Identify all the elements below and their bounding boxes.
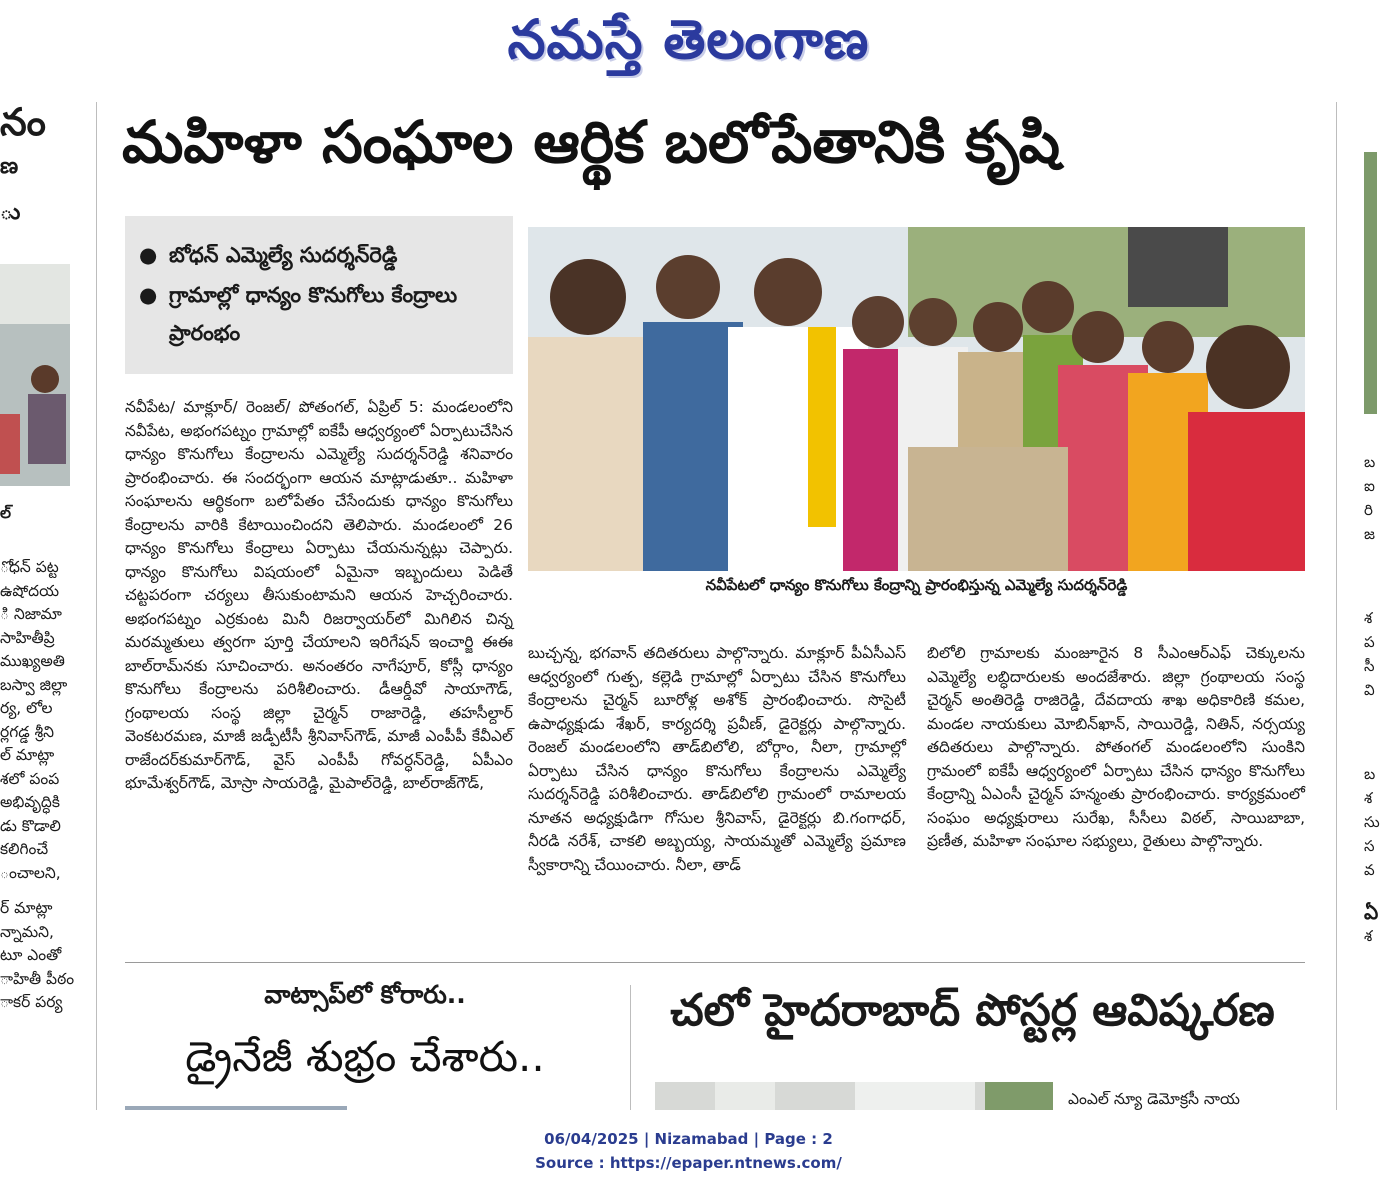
left-strip-line: ర్య, లోల bbox=[0, 699, 53, 717]
highlight-bullet bbox=[139, 236, 499, 274]
right-strip-line: ఏ bbox=[1364, 900, 1379, 924]
left-strip-line: ఉషోదయ bbox=[0, 581, 60, 600]
left-strip-line: ల్ bbox=[0, 504, 11, 522]
left-strip-line: టూ ఎంతో bbox=[0, 946, 62, 964]
bullet-dot-icon: ● bbox=[139, 283, 158, 307]
right-adjacent-article bbox=[1340, 100, 1380, 1110]
story3-headline: చలో హైదరాబాద్ పోస్టర్ల ఆవిష్కరణ bbox=[670, 985, 1275, 1036]
left-strip-line: ంచాలని, bbox=[0, 863, 61, 882]
right-strip-line: ఐ bbox=[1364, 477, 1375, 495]
highlight-text: బోధన్ ఎమ్మెల్యే సుదర్శన్‌రెడ్డి bbox=[169, 243, 398, 267]
footer-date-edition: 06/04/2025 | Nizamabad | Page : 2 bbox=[544, 1130, 833, 1148]
news-photo bbox=[528, 227, 1305, 571]
article-column-2: బుచ్చన్న, భగవాన్ తదితరులు పాల్గొన్నారు. మాక్లూర్ పీఏసీఎస్ ఆధ్వర్యంలో గుత్ప, కల్లెడి గ్రామాల్లో ఏర్పాటు చేసిన కొనుగోలు కేంద్రాలను చైర్మన్ బూరోళ్ల అశోక్ ప్రారంభించారు. సొసైటీ ఉపాధ్యక్షుడు శేఖర్, కార్యదర్శి ప్రవీణ్, డైరెక్టర్లు పాల్గొన్నారు. రెంజల్ మండలంలోని తాడ్‌బిలోలి, బోర్గాం, నీలా, గ్రామాల్లో ఏర్పాటు చేసిన ధాన్యం కొనుగోలు కేంద్రాలను ఎమ్మెల్యే సుదర్శన్‌రెడ్డి పరిశీలించారు. తాడ్‌బిలోలి గ్రామంలో రామాలయ నూతన అధ్యక్షుడిగా గోసుల శ్రీనివాస్, డైరెక్టర్లు బి.గంగాధర్, నీరడి నరేశ్, చాకలి అబ్బయ్య, సాయమ్మతో ఎమ్మెల్యే ప్రమాణ స్వీకారాన్ని చేయించారు. నీలా, తాడ్ bbox=[528, 644, 906, 874]
right-strip-line: బ bbox=[1364, 765, 1376, 783]
left-strip-line: ోధన్ పట్ట bbox=[0, 558, 59, 576]
left-strip-line: నం bbox=[0, 100, 46, 144]
left-strip-photo bbox=[0, 264, 70, 486]
left-strip-line: ు bbox=[0, 200, 21, 225]
highlights-box bbox=[125, 216, 513, 374]
right-strip-line: శ bbox=[1364, 609, 1373, 627]
highlight-text: గ్రామాల్లో ధాన్యం కొనుగోలు కేంద్రాలు ప్రారంభం bbox=[169, 283, 458, 345]
masthead-logo: నమస్తే తెలంగాణ bbox=[507, 8, 870, 71]
column-divider bbox=[630, 985, 631, 1110]
left-strip-line: ర్ మాట్లా bbox=[0, 899, 53, 917]
left-strip-line: సాహితీప్రి bbox=[0, 628, 55, 647]
column-divider bbox=[96, 102, 97, 1110]
right-strip-line: జ bbox=[1364, 525, 1375, 543]
right-strip-line: శ bbox=[1364, 927, 1373, 945]
left-strip-line: ల్ మాట్లా bbox=[0, 746, 55, 764]
left-strip-line: బస్వా జిల్లా bbox=[0, 675, 68, 694]
photo-caption: నవీపేటలో ధాన్యం కొనుగోలు కేంద్రాన్ని ప్రారంభిస్తున్న ఎమ్మెల్యే సుదర్శన్‌రెడ్డి bbox=[705, 576, 1128, 594]
left-strip-line: ి నిజామా bbox=[0, 605, 62, 623]
article-column-1: నవీపేట/ మాక్లూర్/ రెంజల్/ పోతంగల్, ఏప్రిల్ 5: మండలంలోని నవీపేట, అభంగపట్నం గ్రామాల్లో ఐకేపీ ఆధ్వర్యంలో ఏర్పాటుచేసిన ధాన్యం కొనుగోలు కేంద్రాలను ఎమ్మెల్యే సుదర్శన్‌రెడ్డి శనివారం ప్రారంభించారు. ఈ సందర్భంగా ఆయన మాట్లాడుతూ.. మహిళా సంఘాలను ఆర్థికంగా బలోపేతం చేసేందుకు ధాన్యం కొనుగోలు కేంద్రాలను వారికి కేటాయించిందని తెలిపారు. మండలంలో 26 ధాన్యం కొనుగోలు కేంద్రాలు ఏర్పాటు చేయనున్నట్లు చెప్పారు. ధాన్యం కొనుగోలు విషయంలో ఏమైనా ఇబ్బందులు పెడితే చట్టపరంగా చర్యలు తీసుకుంటామని ఆయన హెచ్చరించారు. అభంగపట్నం ఎర్రకుంట మినీ రిజర్వాయర్‌లో మిగిలిన చిన్న మరమ్మతులు త్వరగా పూర్తి చేయాలని ఇరిగేషన్ ఇంచార్జి ఈఈ బాల్‌రామ్‌నకు సూచించారు. అనంతరం నాగేపూర్, కోస్లీ ధాన్యం కొనుగోలు కేంద్రాలను పరిశీలించారు. డీఆర్డీవో సాయాగౌడ్, గ్రంథాలయ సంస్థ జిల్లా చైర్మన్ రాజారెడ్డి, తహసీల్దార్ వెంకటరమణ, మాజీ జడ్పీటీసీ శ్రీనివాస్‌గౌడ్, మాజీ ఎంపీపీ కేవీఎల్ రాజేందర్‌కుమార్‌గౌడ్, వైస్ ఎంపీపీ గోవర్ధన్‌రెడ్డి, ఏపీఎం భూమేశ్వర్‌గౌడ్, మోస్రా సాయరెడ్డి, మైపాల్‌రెడ్డి, బాల్‌రాజ్‌గౌడ్, bbox=[125, 398, 513, 792]
story3-lead: ఎంఎల్ న్యూ డెమోక్రసీ నాయ bbox=[1068, 1090, 1240, 1108]
bullet-dot-icon: ● bbox=[139, 243, 158, 267]
right-strip-line: సీ bbox=[1364, 657, 1375, 675]
left-strip-line: అభివృద్ధికి bbox=[0, 793, 60, 811]
footer-source-link[interactable]: Source : https://epaper.ntnews.com/ bbox=[535, 1154, 842, 1172]
page-footer bbox=[0, 1127, 1377, 1175]
left-adjacent-article bbox=[0, 100, 75, 1110]
right-strip-photo bbox=[1364, 152, 1377, 414]
story-divider bbox=[125, 962, 1305, 963]
left-strip-line: న్నామని, bbox=[0, 922, 54, 941]
highlight-bullet bbox=[139, 276, 499, 352]
left-strip-line: ర్లగడ్డ శ్రీని bbox=[0, 722, 55, 741]
story2-kicker: వాట్సాప్‌లో కోరారు.. bbox=[264, 980, 466, 1009]
right-strip-line: వి bbox=[1364, 681, 1375, 699]
column-divider bbox=[1336, 102, 1337, 1110]
story2-photo bbox=[125, 1106, 347, 1110]
story3-photo bbox=[655, 1082, 1053, 1110]
left-strip-line: డు కొడాలి bbox=[0, 816, 61, 835]
main-headline: మహిళా సంఘాల ఆర్థిక బలోపేతానికి కృషి bbox=[122, 108, 1061, 176]
right-strip-line: రి bbox=[1364, 501, 1373, 519]
right-strip-line: వ bbox=[1364, 861, 1375, 879]
right-strip-line: శ bbox=[1364, 789, 1373, 807]
article-column-3: బిలోలి గ్రామాలకు మంజూరైన 8 సీఎంఆర్‌ఎఫ్ చెక్కులను ఎమ్మెల్యే లబ్ధిదారులకు అందజేశారు. జిల్లా గ్రంథాలయ సంస్థ చైర్మన్ అంతిరెడ్డి రాజిరెడ్డి, దేవదాయ శాఖ అధికారిణి కమల, మండల నాయకులు మోబిన్‌ఖాన్, సాయిరెడ్డి, నితిన్, నర్సయ్య తదితరులు పాల్గొన్నారు. పోతంగల్ మండలంలోని సుంకిని గ్రామంలో ఐకేపీ ఆధ్వర్యంలో ఏర్పాటు చేసిన ధాన్యం కొనుగోలు కేంద్రాన్ని ఏఎంసీ చైర్మన్ హన్మంతు ప్రారంభించారు. కార్యక్రమంలో సంఘం అధ్యక్షురాలు సురేఖ, సీసీలు విఠల్, సాయిబాబా, ప్రణీత, మహిళా సంఘాల సభ్యులు, రైతులు పాల్గొన్నారు. bbox=[927, 644, 1305, 850]
right-strip-line: సు bbox=[1364, 813, 1380, 831]
story2-headline: డ్రైనేజీ శుభ్రం చేశారు.. bbox=[185, 1032, 545, 1081]
right-strip-line: ప bbox=[1364, 633, 1375, 651]
left-strip-line: కలిగించే bbox=[0, 840, 49, 858]
left-strip-line: ణ bbox=[0, 154, 19, 179]
left-strip-line: ముఖ్యఅతి bbox=[0, 652, 65, 670]
left-strip-line: ాకర్ పర్య bbox=[0, 993, 63, 1011]
right-strip-line: స bbox=[1364, 837, 1375, 855]
left-strip-line: శలో పంప bbox=[0, 769, 60, 788]
left-strip-line: ాహితీ పీఠం bbox=[0, 969, 75, 988]
right-strip-line: బ bbox=[1364, 453, 1376, 471]
